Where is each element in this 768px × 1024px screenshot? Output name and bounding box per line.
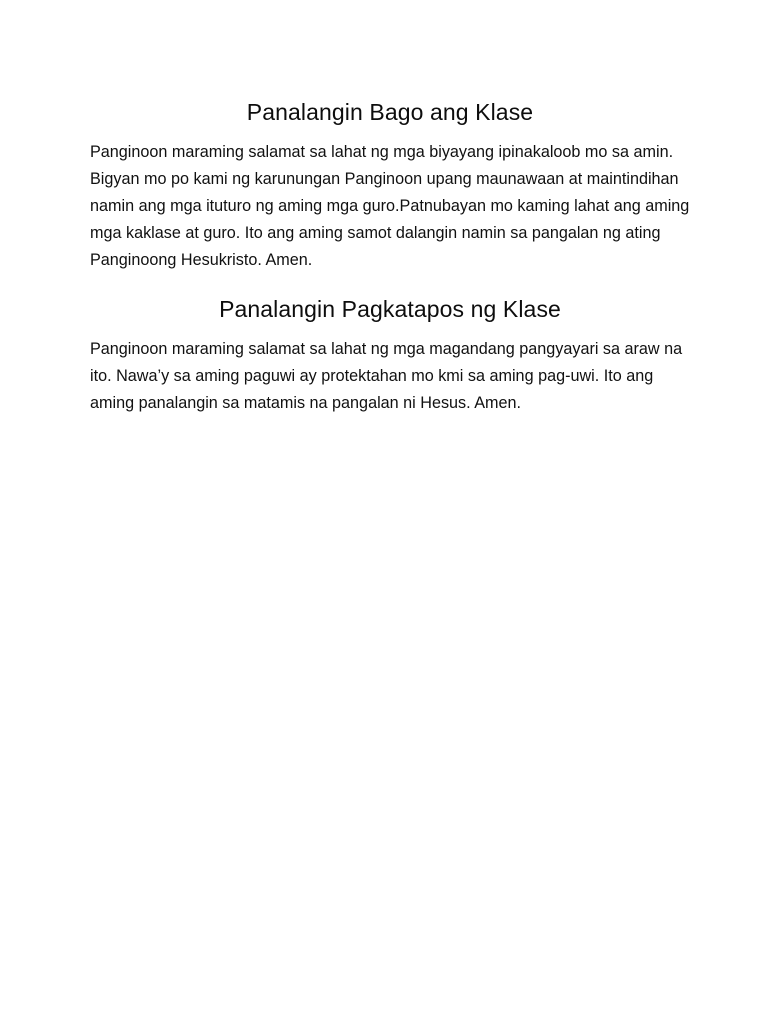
section-heading-after-class: Panalangin Pagkatapos ng Klase bbox=[219, 296, 561, 322]
prayer-after-class-text: Panginoon maraming salamat sa lahat ng mga magandang pangyayari sa araw na ito. Nawa’y sa aming paguwi ay protektahan mo kmi sa aming pag-uwi. Ito ang aming panalangin sa matamis na pangalan ni Hesus. Amen. bbox=[90, 340, 683, 412]
section-heading-before-class: Panalangin Bago ang Klase bbox=[246, 99, 534, 125]
document-content bbox=[90, 95, 690, 417]
prayer-before-class-text: Panginoon maraming salamat sa lahat ng mga biyayang ipinakaloob mo sa amin. Bigyan mo po kami ng karunungan Panginoon upang maunawaan at maintindihan namin ang mga ituturo ng aming mga guro.Patnubayan mo kaming lahat ang aming mga kaklase at guro. Ito ang aming samot dalangin namin sa pangalan ng ating Panginoong Hesukristo. Amen. bbox=[90, 143, 690, 269]
